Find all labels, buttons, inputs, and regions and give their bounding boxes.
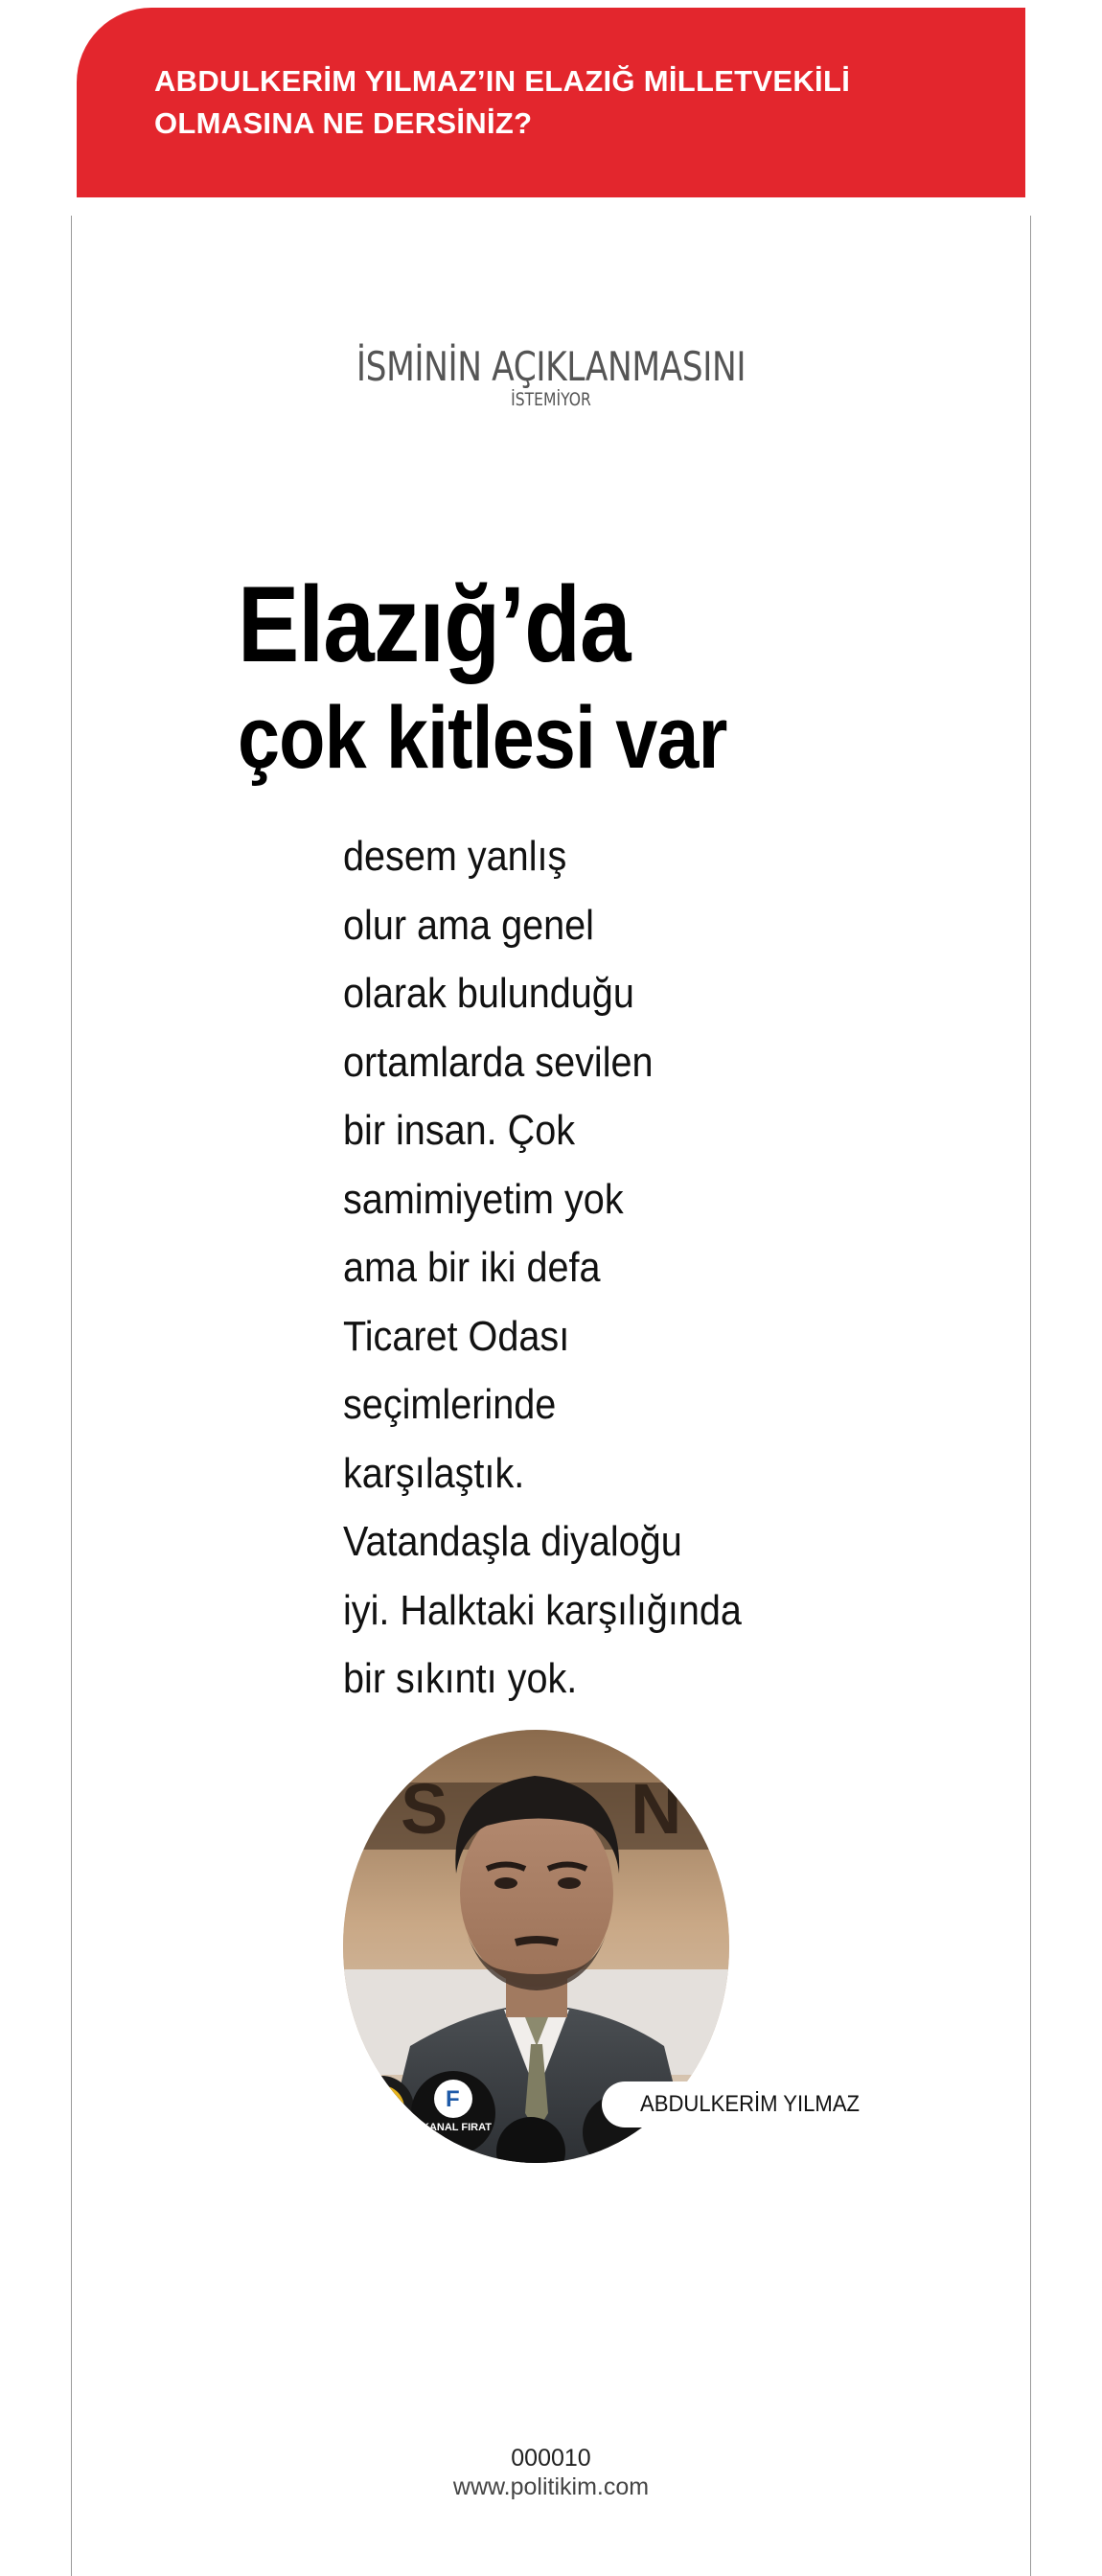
quote-body-line: bir sıkıntı yok. bbox=[343, 1655, 578, 1702]
source-attribution bbox=[0, 345, 1102, 410]
quote-headline bbox=[238, 565, 928, 792]
source-sub-text: İSTEMİYOR bbox=[511, 389, 591, 410]
quote-body-line: ortamlarda sevilen bbox=[343, 1038, 654, 1086]
svg-text:S: S bbox=[401, 1769, 448, 1849]
header-title: ABDULKERİM YILMAZ’IN ELAZIĞ MİLLETVEKİLİ OLMASINA NE DERSİNİZ? bbox=[154, 64, 851, 140]
quote-body-line: karşılaştık. bbox=[343, 1449, 525, 1497]
header-banner bbox=[77, 8, 1025, 197]
svg-text:N: N bbox=[631, 1769, 682, 1849]
footer-url-link[interactable]: www.politikim.com bbox=[452, 2473, 650, 2500]
quote-body-line: olarak bulunduğu bbox=[343, 970, 634, 1017]
quote-body-line: Ticaret Odası bbox=[343, 1312, 570, 1360]
quote-body-line: desem yanlış bbox=[343, 833, 567, 880]
quote-body-line: olur ama genel bbox=[343, 901, 594, 949]
person-name-tag bbox=[602, 2082, 868, 2128]
person-name: ABDULKERİM YILMAZ bbox=[640, 2091, 861, 2117]
quote-body-line: Vatandaşla diyaloğu bbox=[343, 1518, 682, 1565]
quote-body-line: ama bir iki defa bbox=[343, 1244, 601, 1291]
quote-body-line: seçimlerinde bbox=[343, 1381, 557, 1428]
source-main-text: İSMİNİN AÇIKLANMASINI bbox=[356, 343, 746, 390]
footer bbox=[0, 2444, 1102, 2501]
quote-headline-line1: Elazığ’da bbox=[238, 564, 631, 684]
mic-channel-label: KANAL FIRAT bbox=[422, 2122, 492, 2133]
quote-headline-line2: çok kitlesi var bbox=[238, 689, 727, 787]
quote-body-line: bir insan. Çok bbox=[343, 1107, 576, 1154]
quote-body bbox=[343, 822, 880, 1714]
footer-id: 000010 bbox=[511, 2445, 591, 2472]
quote-body-line: samimiyetim yok bbox=[343, 1175, 624, 1223]
quote-body-line: iyi. Halktaki karşılığında bbox=[343, 1586, 742, 1634]
mic-logo-letter: F bbox=[446, 2086, 460, 2112]
